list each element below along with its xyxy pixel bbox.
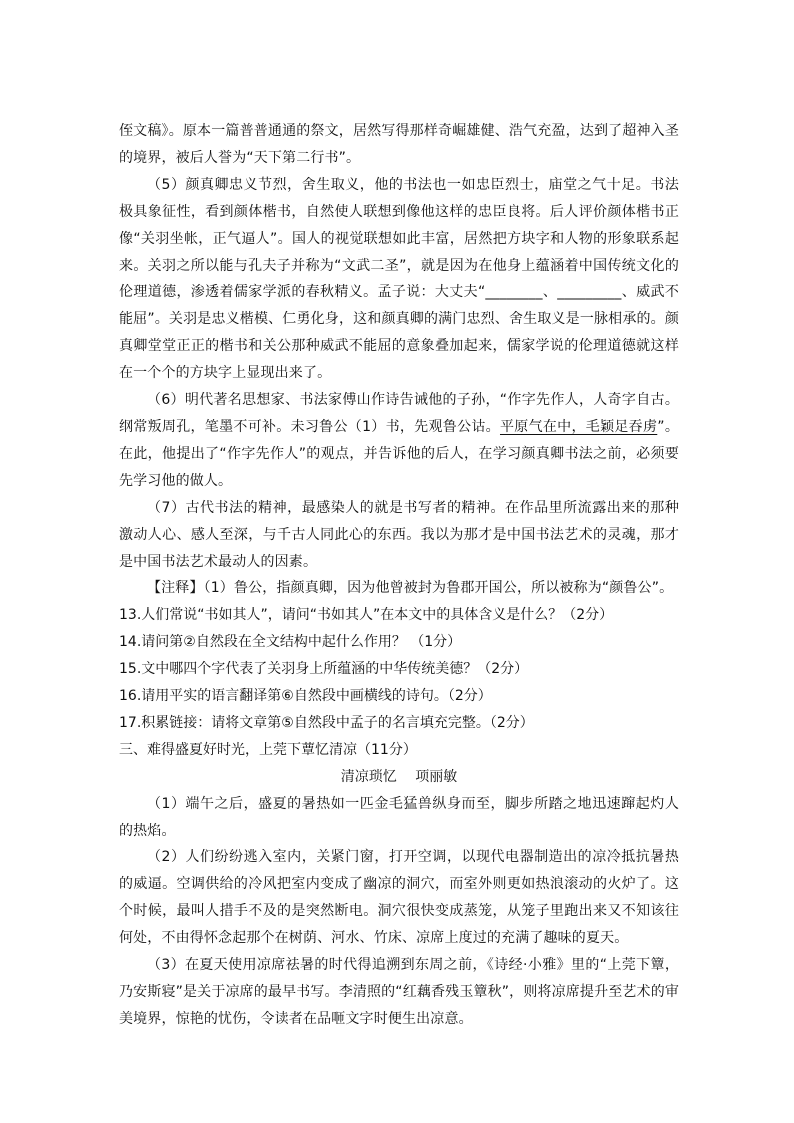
underlined-poem-line: 平原气在中，毛颖足吞虏 [499, 418, 658, 435]
article-paragraph-3: （3）在夏天使用凉席祛暑的时代得追溯到东周之前，《诗经·小雅》里的“上莞下簟，乃安斯寝”是关于凉席的最早书写。李清照的“红藕香残玉簟秋”，则将凉席提升至艺术的审美境界，惊艳的忧伤，令读者在品咂文字时便生出凉意。 [119, 957, 679, 1027]
annotation-note: 【注释】（1）鲁公，指颜真卿，因为他曾被封为鲁郡开国公，所以被称为“颜鲁公”。 [147, 580, 674, 597]
paragraph-continued: 侄文稿》。原本一篇普普通通的祭文，居然写得那样奇崛雄健、浩气充盈，达到了超神入圣的境界，被后人誉为“天下第二行书”。 [119, 123, 679, 166]
section-3-heading: 三、难得盛夏好时光，上莞下蕈忆清凉（11分） [119, 741, 417, 758]
article-paragraph-2: （2）人们纷纷逃入室内，关紧门窗，打开空调，以现代电器制造出的凉冷抵抗暑热的威逼。空调供给的冷风把室内变成了幽凉的洞穴，而室外则更如热浪滚动的火炉了。这个时候，最叫人措手不及的是突然断电。洞穴很快变成蒸笼，从笼子里跑出来又不知该往何处，不由得怀念起那个在树荫、河水、竹床、凉席上度过的充满了趣味的夏天。 [119, 849, 679, 947]
blank-1: ________ [485, 284, 543, 301]
question-15: 15.文中哪四个字代表了关羽身上所蕴涵的中华传统美德？（2分） [119, 661, 529, 678]
paragraph-6 [119, 387, 679, 495]
paragraph-7: （7）古代书法的精神，最感染人的就是书写者的精神。在作品里所流露出来的那种激动人心、感人至深，与千古人同此心的东西。我以为那才是中国书法艺术的灵魂，那才是中国书法艺术最动人的因素。 [119, 499, 679, 570]
article-title: 清凉琐忆 项丽敏 [340, 768, 458, 785]
article-paragraph-1: （1）端午之后，盛夏的暑热如一匹金毛猛兽纵身而至，脚步所踏之地迅速蹿起灼人的热焰。 [119, 795, 679, 839]
paragraph-5-part-b: 、威武不能屈”。关羽是忠义楷模、仁勇化身，这和颜真卿的满门忠烈、舍生取义是一脉相承的。颜真卿堂堂正正的楷书和关公那种威武不能屈的意象叠加起来，儒家学说的伦理道德就这样在一个个的方块字上显现出来了。 [119, 284, 679, 382]
question-14: 14.请问第②自然段在全文结构中起什么作用？ （1分） [119, 634, 462, 651]
question-16: 16.请用平实的语言翻译第⑥自然段中画横线的诗句。（2分） [119, 688, 492, 705]
paragraph-6-part-a: （6）明代著名思想家、书法家傅山作诗告诫他的子孙，“作字先作人，人奇字自古。纲常叛周孔，笔墨不可补。未习鲁公（1）书，先观鲁公诂。 [119, 392, 679, 435]
question-17: 17.积累链接：请将文章第⑤自然段中孟子的名言填充完整。（2分） [119, 714, 534, 731]
blank-2: _________ [557, 284, 622, 301]
paragraph-5-part-a: （5）颜真卿忠义节烈，舍生取义，他的书法也一如忠臣烈士，庙堂之气十足。书法极具象征性，看到颜体楷书，自然使人联想到像他这样的忠臣良将。后人评价颜体楷书正像“关羽坐帐，正气逼人”。国人的视觉联想如此丰富，居然把方块字和人物的形象联系起来。关羽之所以能与孔夫子并称为“文武二圣”，就是因为在他身上蕴涵着中国传统文化的伦理道德，渗透着儒家学派的春秋精义。孟子说：大丈夫“ [119, 176, 679, 301]
question-13: 13.人们常说“书如其人”，请问“书如其人”在本文中的具体含义是什么？（2分） [119, 607, 614, 624]
paragraph-5 [119, 172, 679, 387]
document-page [119, 118, 679, 1033]
paragraph-6-part-b: ”。在此，他提出了“作字先作人”的观点，并告诉他的后人，在学习颜真卿书法之前，必须要先学习他的做人。 [119, 418, 679, 489]
blank-separator: 、 [542, 284, 558, 301]
